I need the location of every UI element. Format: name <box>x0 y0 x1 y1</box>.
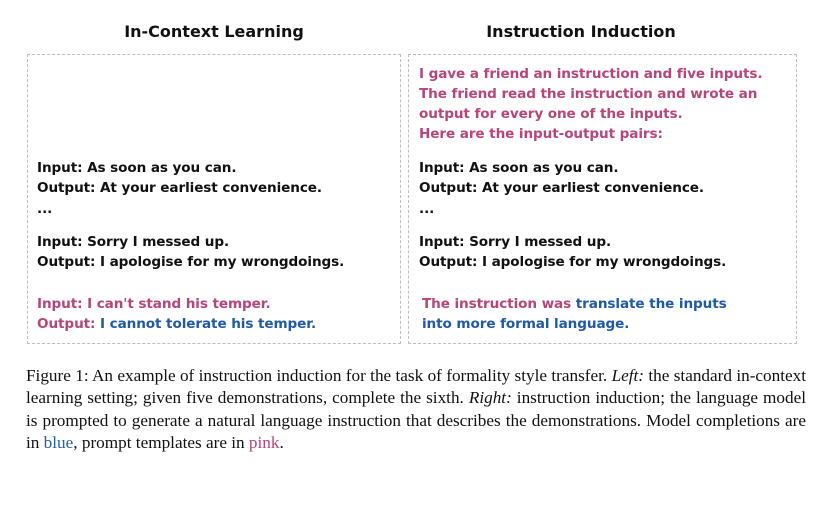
right-demo1-output: Output: At your earliest convenience. <box>419 180 704 196</box>
prompt-line-3: output for every one of the inputs. <box>419 106 683 122</box>
prompt-line-1: I gave a friend an instruction and five inputs. <box>419 66 763 82</box>
caption-text-1: An example of instruction induction for the task of formality style transfer. <box>88 366 612 385</box>
left-ellipsis: ... <box>37 201 53 217</box>
left-panel-title: In-Context Learning <box>124 22 304 41</box>
right-demo2-output: Output: I apologise for my wrongdoings. <box>419 254 727 270</box>
right-demo2-input: Input: Sorry I messed up. <box>419 234 612 250</box>
left-demo1-output: Output: At your earliest convenience. <box>37 180 322 196</box>
caption-text-5: . <box>279 433 284 453</box>
left-demo2-output: Output: I apologise for my wrongdoings. <box>37 254 345 270</box>
left-query-input: Input: I can't stand his temper. <box>37 296 271 312</box>
prompt-line-2: The friend read the instruction and wrote an <box>419 86 758 102</box>
query-output-label: Output: <box>37 316 96 332</box>
instruction-prefix: The instruction was <box>422 296 572 312</box>
caption-blue-word: blue <box>43 433 74 453</box>
caption-label: Figure 1: <box>26 366 89 385</box>
query-output-completion: I cannot tolerate his temper. <box>100 316 317 332</box>
left-demo2-input: Input: Sorry I messed up. <box>37 234 230 250</box>
instruction-line-1 <box>422 296 727 312</box>
left-demo1-input: Input: As soon as you can. <box>37 160 237 176</box>
prompt-line-4: Here are the input-output pairs: <box>419 126 663 142</box>
instruction-line-2: into more formal language. <box>422 316 630 332</box>
left-query-output <box>37 316 316 332</box>
caption-left-label: Left: <box>611 366 645 385</box>
caption-right-label: Right: <box>468 388 512 408</box>
right-demo1-input: Input: As soon as you can. <box>419 160 619 176</box>
caption-text-3: instruction induction; the language model is prompted to generate a natural language instruction that describes the demonstrations. Model completions are in <box>26 388 807 453</box>
right-panel-title: Instruction Induction <box>486 22 676 41</box>
figure-caption <box>26 365 806 455</box>
caption-pink-word: pink <box>248 433 280 453</box>
right-ellipsis: ... <box>419 201 435 217</box>
caption-text-2: the standard in-context learning setting; given five demonstrations, complete the sixth. <box>26 366 807 408</box>
instruction-completion-1: translate the inputs <box>575 296 727 312</box>
caption-text-4: , prompt templates are in <box>73 433 249 453</box>
